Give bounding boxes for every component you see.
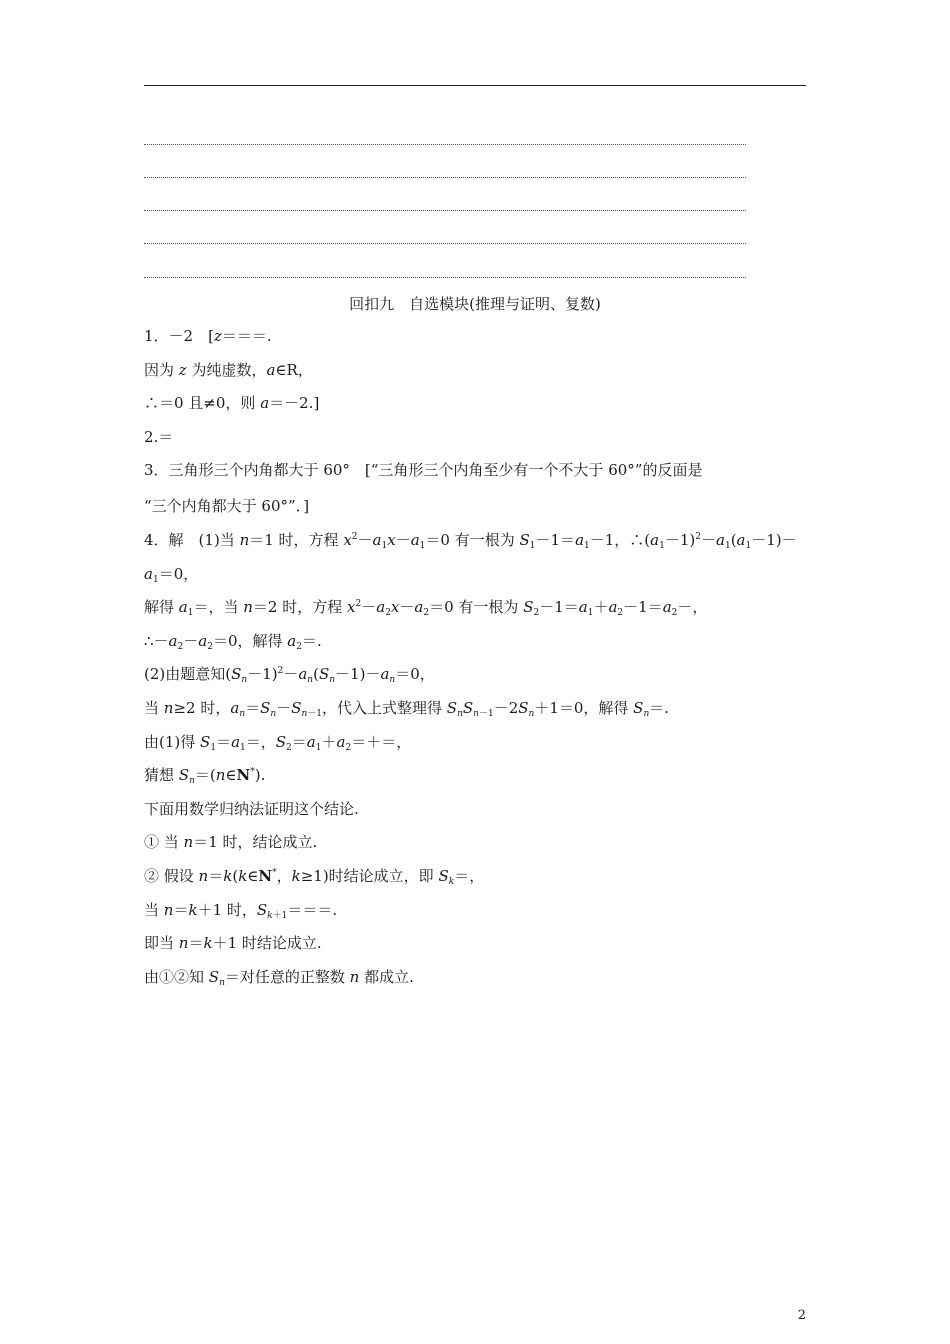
answer-4-base-case: ① 当 n＝1 时，结论成立. bbox=[144, 833, 318, 852]
answer-3-continuation: “三个内角都大于 60°”．] bbox=[144, 497, 310, 516]
answer-4-solve-a2: $\therefore-a_2-a_2=0$，解得 $a_2=$. bbox=[144, 631, 322, 652]
page-number: 2 bbox=[797, 1308, 806, 1323]
answer-4-part2-line: (2)由题意知$(S_n-1)^2-a_n(S_n-1)-a_n=0$， bbox=[144, 665, 435, 686]
answer-content bbox=[144, 326, 808, 1000]
answer-4-part1-continuation: $a_1=0$， bbox=[144, 564, 199, 585]
answer-1-conclusion: ∴＝0 且≠0，则 a＝－2.] bbox=[144, 394, 320, 413]
answer-4-hypothesis: ② 假设 n＝k(k∈N*，k≥1)时结论成立，即 $S_k=$， bbox=[144, 866, 485, 887]
answer-blank-line-1 bbox=[144, 144, 746, 145]
answer-4-initial-terms: 由(1)得 $S_1=a_1=$，$S_2=a_1+a_2=+=$， bbox=[144, 732, 412, 753]
answer-2-line: 2.＝ bbox=[144, 427, 174, 446]
section-title: 回扣九 自选模块(推理与证明、复数) bbox=[349, 295, 601, 313]
answer-4-inductive-step: 当 n＝k＋1 时，$S_{k+1}===$. bbox=[144, 900, 338, 921]
answer-blank-line-4 bbox=[144, 243, 746, 244]
answer-blank-line-2 bbox=[144, 177, 746, 178]
answer-1-reason: 因为 z 为纯虚数，a∈R， bbox=[144, 360, 313, 379]
answer-4-part1-line: 4．解 (1)当 n＝1 时，方程 $x^2-a_1x-a_1=0$ 有一根为 $S_1-1=a_1-1$，$\therefore(a_1-1)^2-a_1(a_1-1)-$ bbox=[144, 530, 797, 551]
answer-blank-line-5 bbox=[144, 277, 746, 278]
answer-1-line: 1．－2 [z＝＝＝. bbox=[144, 327, 272, 345]
answer-3-line: 3．三角形三个内角都大于 60° [“三角形三个内角至少有一个不大于 60°”的反面是 bbox=[144, 461, 703, 480]
answer-4-recurrence: 当 n≥2 时，$a_n=S_n-S_{n-1}$，代入上式整理得 $S_nS_{n-1}-2S_n+1=0$，解得 $S_n=$. bbox=[144, 698, 670, 719]
header-rule bbox=[144, 85, 806, 86]
answer-4-solve-a1: 解得 $a_1=$，当 n＝2 时，方程 $x^2-a_2x-a_2=0$ 有一根为 $S_2-1=a_1+a_2-1=a_2-$， bbox=[144, 598, 708, 619]
answer-4-induction-intro: 下面用数学归纳法证明这个结论. bbox=[144, 799, 359, 818]
answer-4-step-holds: 即当 n＝k＋1 时结论成立. bbox=[144, 934, 322, 953]
answer-4-conclusion: 由①②知 $S_n=$对任意的正整数 n 都成立. bbox=[144, 967, 414, 988]
answer-4-conjecture: 猜想 $S_n=(n\in N^*)$. bbox=[144, 766, 266, 787]
answer-blank-line-3 bbox=[144, 210, 746, 211]
